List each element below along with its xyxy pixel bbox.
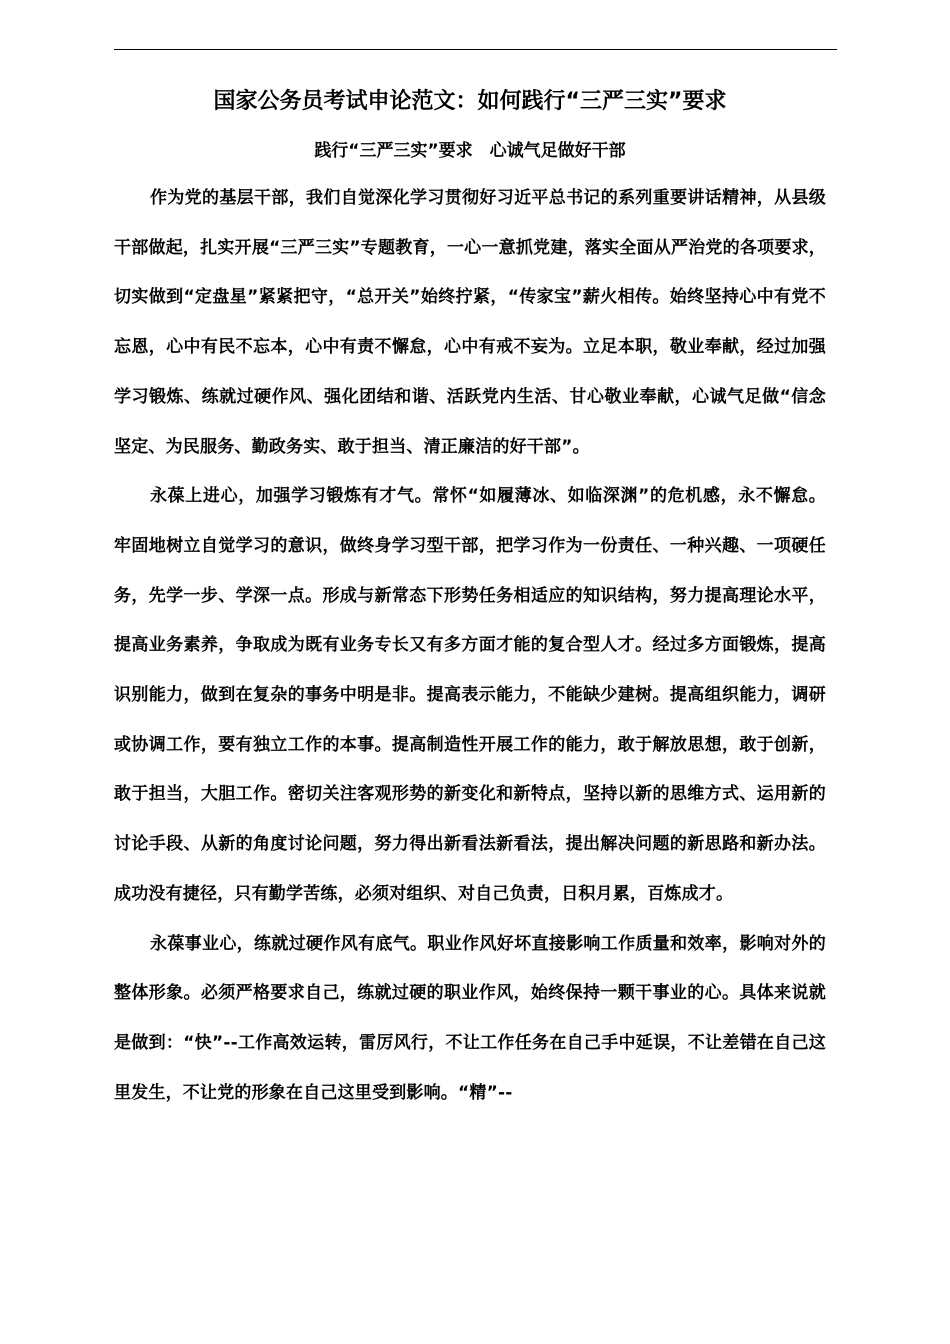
header-rule bbox=[114, 49, 837, 50]
paragraph-intro: 作为党的基层干部，我们自觉深化学习贯彻好习近平总书记的系列重要讲话精神，从县级干部做起，扎实开展“三严三实”专题教育，一心一意抓党建，落实全面从严治党的各项要求，切实做到“定盘星”紧紧把守，“总开关”始终拧紧，“传家宝”薪火相传。始终坚持心中有党不忘恩，心中有民不忘本，心中有责不懈怠，心中有戒不妄为。立足本职，敬业奉献，经过加强学习锻炼、练就过硬作风、强化团结和谐、活跃党内生活、甘心敬业奉献，心诚气足做“信念坚定、为民服务、勤政务实、敢于担当、清正廉洁的好干部”。 bbox=[114, 188, 826, 457]
document-title: 国家公务员考试申论范文：如何践行“三严三实”要求 bbox=[213, 89, 727, 114]
document-subtitle: 践行“三严三实”要求 心诚气足做好干部 bbox=[314, 141, 626, 161]
paragraph-work-style: 永葆事业心，练就过硬作风有底气。职业作风好坏直接影响工作质量和效率，影响对外的整体形象。必须严格要求自己，练就过硬的职业作风，始终保持一颗干事业的心。具体来说就是做到：“快”--工作高效运转，雷厉风行，不让工作任务在自己手中延误，不让差错在自己这里发生，不让党的形象在自己这里受到影响。“精”-- bbox=[114, 933, 826, 1103]
paragraph-study: 永葆上进心，加强学习锻炼有才气。常怀“如履薄冰、如临深渊”的危机感，永不懈怠。牢固地树立自觉学习的意识，做终身学习型干部，把学习作为一份责任、一种兴趣、一项硬任务，先学一步、学深一点。形成与新常态下形势任务相适应的知识结构，努力提高理论水平，提高业务素养，争取成为既有业务专长又有多方面才能的复合型人才。经过多方面锻炼，提高识别能力，做到在复杂的事务中明是非。提高表示能力，不能缺少建树。提高组织能力，调研或协调工作，要有独立工作的本事。提高制造性开展工作的能力，敢于解放思想，敢于创新，敢于担当，大胆工作。密切关注客观形势的新变化和新特点，坚持以新的思维方式、运用新的讨论手段、从新的角度讨论问题，努力得出新看法新看法，提出解决问题的新思路和新办法。成功没有捷径，只有勤学苦练，必须对组织、对自己负责，日积月累，百炼成才。 bbox=[114, 486, 826, 904]
document-body bbox=[114, 80, 826, 1118]
